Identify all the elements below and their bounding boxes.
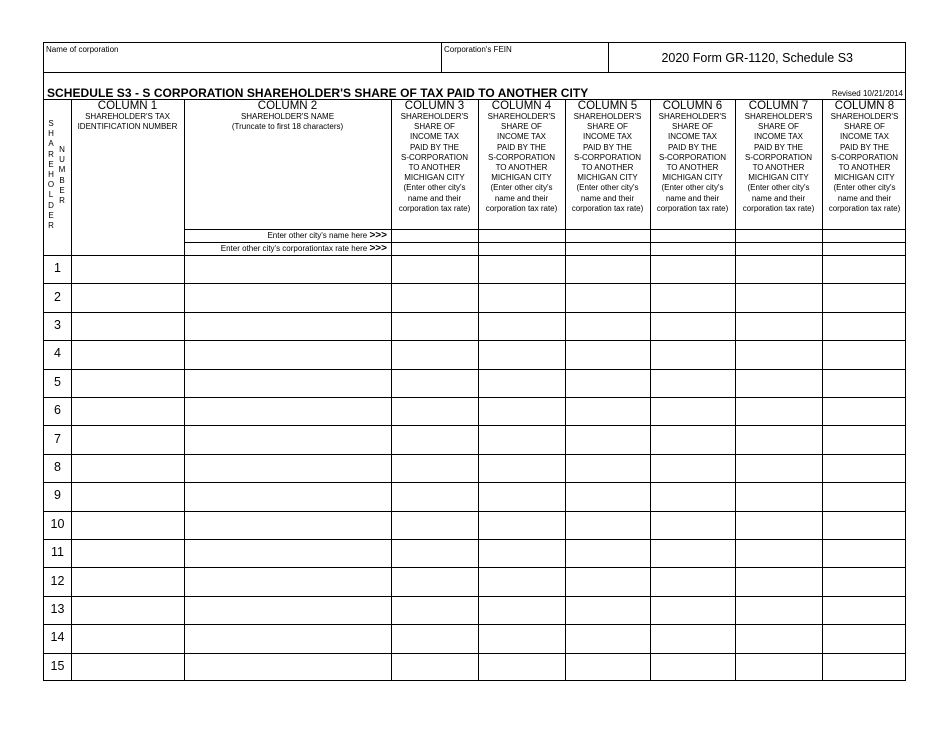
table-cell[interactable]	[184, 369, 391, 397]
row-number: 3	[54, 318, 61, 332]
table-cell[interactable]	[565, 340, 650, 368]
table-cell[interactable]	[478, 340, 565, 368]
table-cell[interactable]	[735, 653, 822, 681]
row-number: 15	[50, 658, 65, 673]
table-cell[interactable]	[391, 482, 478, 510]
column-description: MICHIGAN CITY	[404, 173, 465, 183]
table-cell[interactable]	[650, 624, 735, 652]
table-cell[interactable]	[735, 397, 822, 425]
column-description: SHAREHOLDER'S TAX	[85, 112, 170, 121]
row-number: 14	[50, 630, 65, 645]
column-description: MICHIGAN CITY	[834, 173, 895, 183]
city-rate-input[interactable]	[735, 242, 822, 255]
table-cell[interactable]	[650, 454, 735, 482]
table-cell[interactable]	[478, 539, 565, 567]
city-name-entry-label: Enter other city's name here >>>	[267, 230, 387, 241]
column-description: SHARE OF	[844, 122, 885, 132]
column-description: S-CORPORATION	[401, 152, 468, 162]
table-cell[interactable]	[391, 653, 478, 681]
table-cell[interactable]	[650, 340, 735, 368]
city-rate-entry-label: Enter other city's corporationtax rate here >>>	[220, 243, 387, 254]
table-cell[interactable]	[184, 567, 391, 595]
column-description: PAID BY THE	[668, 142, 717, 152]
column-description: MICHIGAN CITY	[491, 173, 552, 183]
column-header-3	[391, 100, 478, 214]
table-cell[interactable]	[71, 425, 184, 453]
column-description: corporation tax rate)	[398, 203, 471, 213]
column-description: PAID BY THE	[840, 142, 889, 152]
column-description: SHARE OF	[587, 122, 628, 132]
table-cell[interactable]	[184, 511, 391, 539]
column-title: COLUMN 6	[662, 100, 723, 112]
column-description: name and their	[494, 193, 549, 203]
column-title: COLUMN 4	[491, 100, 552, 112]
table-cell[interactable]	[565, 425, 650, 453]
table-cell[interactable]	[822, 653, 907, 681]
column-description: name and their	[407, 193, 462, 203]
table-cell[interactable]	[735, 312, 822, 340]
table-cell[interactable]	[650, 596, 735, 624]
column-description: PAID BY THE	[410, 142, 459, 152]
table-cell[interactable]	[391, 539, 478, 567]
row-number: 12	[50, 573, 65, 588]
table-cell[interactable]	[650, 482, 735, 510]
table-cell[interactable]	[822, 425, 907, 453]
table-cell[interactable]	[71, 255, 184, 283]
table-cell[interactable]	[735, 567, 822, 595]
table-cell[interactable]	[565, 567, 650, 595]
column-description: TO ANOTHER	[666, 163, 719, 173]
table-cell[interactable]	[71, 624, 184, 652]
column-description: corporation tax rate)	[656, 203, 729, 213]
row-number: 2	[54, 289, 61, 304]
table-cell[interactable]	[735, 596, 822, 624]
table-cell[interactable]	[735, 340, 822, 368]
table-cell[interactable]	[391, 312, 478, 340]
table-cell[interactable]	[71, 567, 184, 595]
table-cell[interactable]	[391, 283, 478, 311]
city-rate-input[interactable]	[391, 242, 478, 255]
schedule-title: SCHEDULE S3 - S CORPORATION SHAREHOLDER'S SHARE OF TAX PAID TO ANOTHER CITY	[47, 86, 589, 100]
column-description: TO ANOTHER	[495, 163, 548, 173]
row-number: 9	[54, 488, 61, 503]
table-cell[interactable]	[184, 653, 391, 681]
city-name-input[interactable]	[391, 229, 478, 242]
table-cell[interactable]	[565, 653, 650, 681]
column-description: name and their	[580, 193, 635, 203]
table-cell[interactable]	[822, 340, 907, 368]
city-name-input[interactable]	[650, 229, 735, 242]
column-description: (Enter other city's	[747, 183, 810, 193]
row-number: 6	[54, 403, 61, 418]
table-cell[interactable]	[184, 312, 391, 340]
table-cell[interactable]	[822, 511, 907, 539]
column-description: corporation tax rate)	[828, 203, 901, 213]
table-cell[interactable]	[478, 482, 565, 510]
side-label-shareholder: S H A R E H O L D E R	[47, 119, 55, 231]
column-description: S-CORPORATION	[745, 152, 812, 162]
column-header-6	[650, 100, 735, 214]
column-description: S-CORPORATION	[659, 152, 726, 162]
column-description: MICHIGAN CITY	[577, 173, 638, 183]
row-number: 8	[54, 460, 61, 474]
table-cell[interactable]	[71, 340, 184, 368]
table-cell[interactable]	[478, 312, 565, 340]
table-cell[interactable]	[735, 369, 822, 397]
form-id-cell	[609, 43, 905, 72]
column-title: COLUMN 8	[834, 100, 895, 112]
table-cell[interactable]	[735, 425, 822, 453]
column-description: SHAREHOLDER'S NAME	[240, 112, 335, 121]
column-description: (Enter other city's	[490, 183, 553, 193]
table-cell[interactable]	[565, 283, 650, 311]
column-header-7	[735, 100, 822, 214]
table-cell[interactable]	[71, 454, 184, 482]
table-cell[interactable]	[71, 539, 184, 567]
city-rate-input[interactable]	[822, 242, 907, 255]
table-cell[interactable]	[478, 425, 565, 453]
column-description: S-CORPORATION	[488, 152, 555, 162]
table-cell[interactable]	[735, 624, 822, 652]
table-cell[interactable]	[565, 596, 650, 624]
table-cell[interactable]	[822, 454, 907, 482]
table-cell[interactable]	[184, 482, 391, 510]
table-cell[interactable]	[184, 340, 391, 368]
table-cell[interactable]	[822, 596, 907, 624]
row-number: 1	[54, 261, 61, 276]
column-title: COLUMN 5	[577, 100, 638, 112]
table-cell[interactable]	[650, 425, 735, 453]
form-title: 2020 Form GR-1120, Schedule S3	[661, 51, 853, 65]
row-number: 10	[50, 516, 65, 531]
table-cell[interactable]	[71, 369, 184, 397]
table-cell[interactable]	[650, 567, 735, 595]
column-description: SHAREHOLDER'S	[744, 112, 813, 121]
column-description: INCOME TAX	[409, 132, 460, 142]
column-description: MICHIGAN CITY	[748, 173, 809, 183]
table-cell[interactable]	[822, 624, 907, 652]
row-number: 4	[54, 346, 61, 361]
table-cell[interactable]	[650, 283, 735, 311]
table-cell[interactable]	[184, 397, 391, 425]
table-cell[interactable]	[565, 397, 650, 425]
table-cell[interactable]	[71, 312, 184, 340]
column-description: SHAREHOLDER'S	[830, 112, 899, 121]
table-cell[interactable]	[478, 624, 565, 652]
table-cell[interactable]	[184, 454, 391, 482]
table-cell[interactable]	[565, 255, 650, 283]
table-cell[interactable]	[391, 425, 478, 453]
column-description: (Enter other city's	[833, 183, 896, 193]
table-cell[interactable]	[822, 397, 907, 425]
column-description: TO ANOTHER	[408, 163, 461, 173]
table-cell[interactable]	[478, 596, 565, 624]
table-cell[interactable]	[478, 511, 565, 539]
column-description: (Enter other city's	[576, 183, 639, 193]
column-header-5	[565, 100, 650, 214]
column-title: COLUMN 2	[257, 100, 318, 112]
table-cell[interactable]	[650, 653, 735, 681]
column-description: SHAREHOLDER'S	[658, 112, 727, 121]
table-cell[interactable]	[650, 312, 735, 340]
table-cell[interactable]	[184, 425, 391, 453]
table-cell[interactable]	[822, 567, 907, 595]
table-cell[interactable]	[184, 539, 391, 567]
table-cell[interactable]	[735, 283, 822, 311]
column-description: S-CORPORATION	[574, 152, 641, 162]
table-cell[interactable]	[478, 567, 565, 595]
form-header	[44, 43, 905, 73]
column-description: corporation tax rate)	[485, 203, 558, 213]
column-description: IDENTIFICATION NUMBER	[77, 122, 178, 132]
table-cell[interactable]	[565, 312, 650, 340]
city-name-input[interactable]	[478, 229, 565, 242]
column-description: TO ANOTHER	[838, 163, 891, 173]
column-description: name and their	[751, 193, 806, 203]
table-cell[interactable]	[565, 454, 650, 482]
table-cell[interactable]	[391, 340, 478, 368]
city-name-input[interactable]	[735, 229, 822, 242]
table-cell[interactable]	[71, 283, 184, 311]
revised-date: Revised 10/21/2014	[831, 89, 903, 98]
column-header-8	[822, 100, 907, 214]
city-rate-input[interactable]	[650, 242, 735, 255]
table-cell[interactable]	[735, 539, 822, 567]
column-description: INCOME TAX	[496, 132, 547, 142]
column-description: PAID BY THE	[583, 142, 632, 152]
city-rate-input[interactable]	[565, 242, 650, 255]
table-cell[interactable]	[391, 511, 478, 539]
table-cell[interactable]	[391, 596, 478, 624]
table-cell[interactable]	[184, 624, 391, 652]
column-description: name and their	[837, 193, 892, 203]
column-title: COLUMN 1	[97, 100, 158, 112]
table-cell[interactable]	[822, 255, 907, 283]
table-cell[interactable]	[391, 624, 478, 652]
table-cell[interactable]	[822, 283, 907, 311]
corporation-name-label: Name of corporation	[46, 45, 119, 54]
column-description: (Enter other city's	[661, 183, 724, 193]
table-cell[interactable]	[565, 511, 650, 539]
table-cell[interactable]	[478, 283, 565, 311]
column-description: corporation tax rate)	[742, 203, 815, 213]
column-description: SHARE OF	[672, 122, 713, 132]
column-description: INCOME TAX	[667, 132, 718, 142]
column-header-2	[184, 100, 391, 132]
table-cell[interactable]	[650, 255, 735, 283]
table-cell[interactable]	[565, 539, 650, 567]
table-cell[interactable]	[391, 454, 478, 482]
table-cell[interactable]	[391, 369, 478, 397]
side-label-number: N U M B E R	[58, 145, 66, 206]
row-number: 7	[54, 431, 61, 446]
table-cell[interactable]	[565, 369, 650, 397]
column-description: corporation tax rate)	[571, 203, 644, 213]
table-cell[interactable]	[478, 653, 565, 681]
column-description: INCOME TAX	[839, 132, 890, 142]
column-description: TO ANOTHER	[752, 163, 805, 173]
schedule-s3-form	[43, 42, 906, 681]
table-cell[interactable]	[391, 567, 478, 595]
table-cell[interactable]	[478, 397, 565, 425]
table-cell[interactable]	[735, 482, 822, 510]
column-header-1	[71, 100, 184, 132]
corporation-name-field[interactable]	[44, 43, 442, 72]
column-description: TO ANOTHER	[581, 163, 634, 173]
column-description: PAID BY THE	[497, 142, 546, 152]
column-title: COLUMN 3	[404, 100, 465, 112]
corporation-fein-label: Corporation's FEIN	[444, 45, 512, 54]
column-description: SHARE OF	[414, 122, 455, 132]
table-cell[interactable]	[478, 255, 565, 283]
table-cell[interactable]	[650, 369, 735, 397]
column-title: COLUMN 7	[748, 100, 809, 112]
table-cell[interactable]	[71, 397, 184, 425]
table-cell[interactable]	[71, 511, 184, 539]
table-cell[interactable]	[478, 369, 565, 397]
table-cell[interactable]	[71, 596, 184, 624]
table-cell[interactable]	[71, 482, 184, 510]
table-cell[interactable]	[735, 255, 822, 283]
table-cell[interactable]	[735, 454, 822, 482]
table-cell[interactable]	[822, 539, 907, 567]
column-description: name and their	[665, 193, 720, 203]
table-cell[interactable]	[565, 482, 650, 510]
table-cell[interactable]	[391, 397, 478, 425]
table-cell[interactable]	[650, 511, 735, 539]
table-cell[interactable]	[184, 283, 391, 311]
city-name-input[interactable]	[822, 229, 907, 242]
table-cell[interactable]	[391, 255, 478, 283]
row-number: 5	[54, 374, 61, 389]
table-cell[interactable]	[650, 397, 735, 425]
column-description: (Enter other city's	[403, 183, 466, 193]
city-name-input[interactable]	[565, 229, 650, 242]
column-description: SHAREHOLDER'S	[487, 112, 556, 121]
column-description: (Truncate to first 18 characters)	[231, 122, 344, 132]
column-description: INCOME TAX	[753, 132, 804, 142]
table-cell[interactable]	[822, 482, 907, 510]
column-description: SHAREHOLDER'S	[573, 112, 642, 121]
column-description: PAID BY THE	[754, 142, 803, 152]
column-description: SHARE OF	[501, 122, 542, 132]
row-number: 13	[50, 602, 65, 616]
column-description: SHARE OF	[758, 122, 799, 132]
table-cell[interactable]	[184, 596, 391, 624]
table-cell[interactable]	[822, 312, 907, 340]
corporation-fein-field[interactable]	[442, 43, 609, 72]
table-cell[interactable]	[478, 454, 565, 482]
city-rate-input[interactable]	[478, 242, 565, 255]
row-number: 11	[51, 545, 64, 560]
table-cell[interactable]	[735, 511, 822, 539]
table-cell[interactable]	[650, 539, 735, 567]
table-cell[interactable]	[184, 255, 391, 283]
column-description: SHAREHOLDER'S	[400, 112, 469, 121]
table-cell[interactable]	[565, 624, 650, 652]
column-header-4	[478, 100, 565, 214]
table-cell[interactable]	[822, 369, 907, 397]
column-description: S-CORPORATION	[831, 152, 898, 162]
column-description: INCOME TAX	[582, 132, 633, 142]
column-description: MICHIGAN CITY	[662, 173, 723, 183]
table-cell[interactable]	[71, 653, 184, 681]
